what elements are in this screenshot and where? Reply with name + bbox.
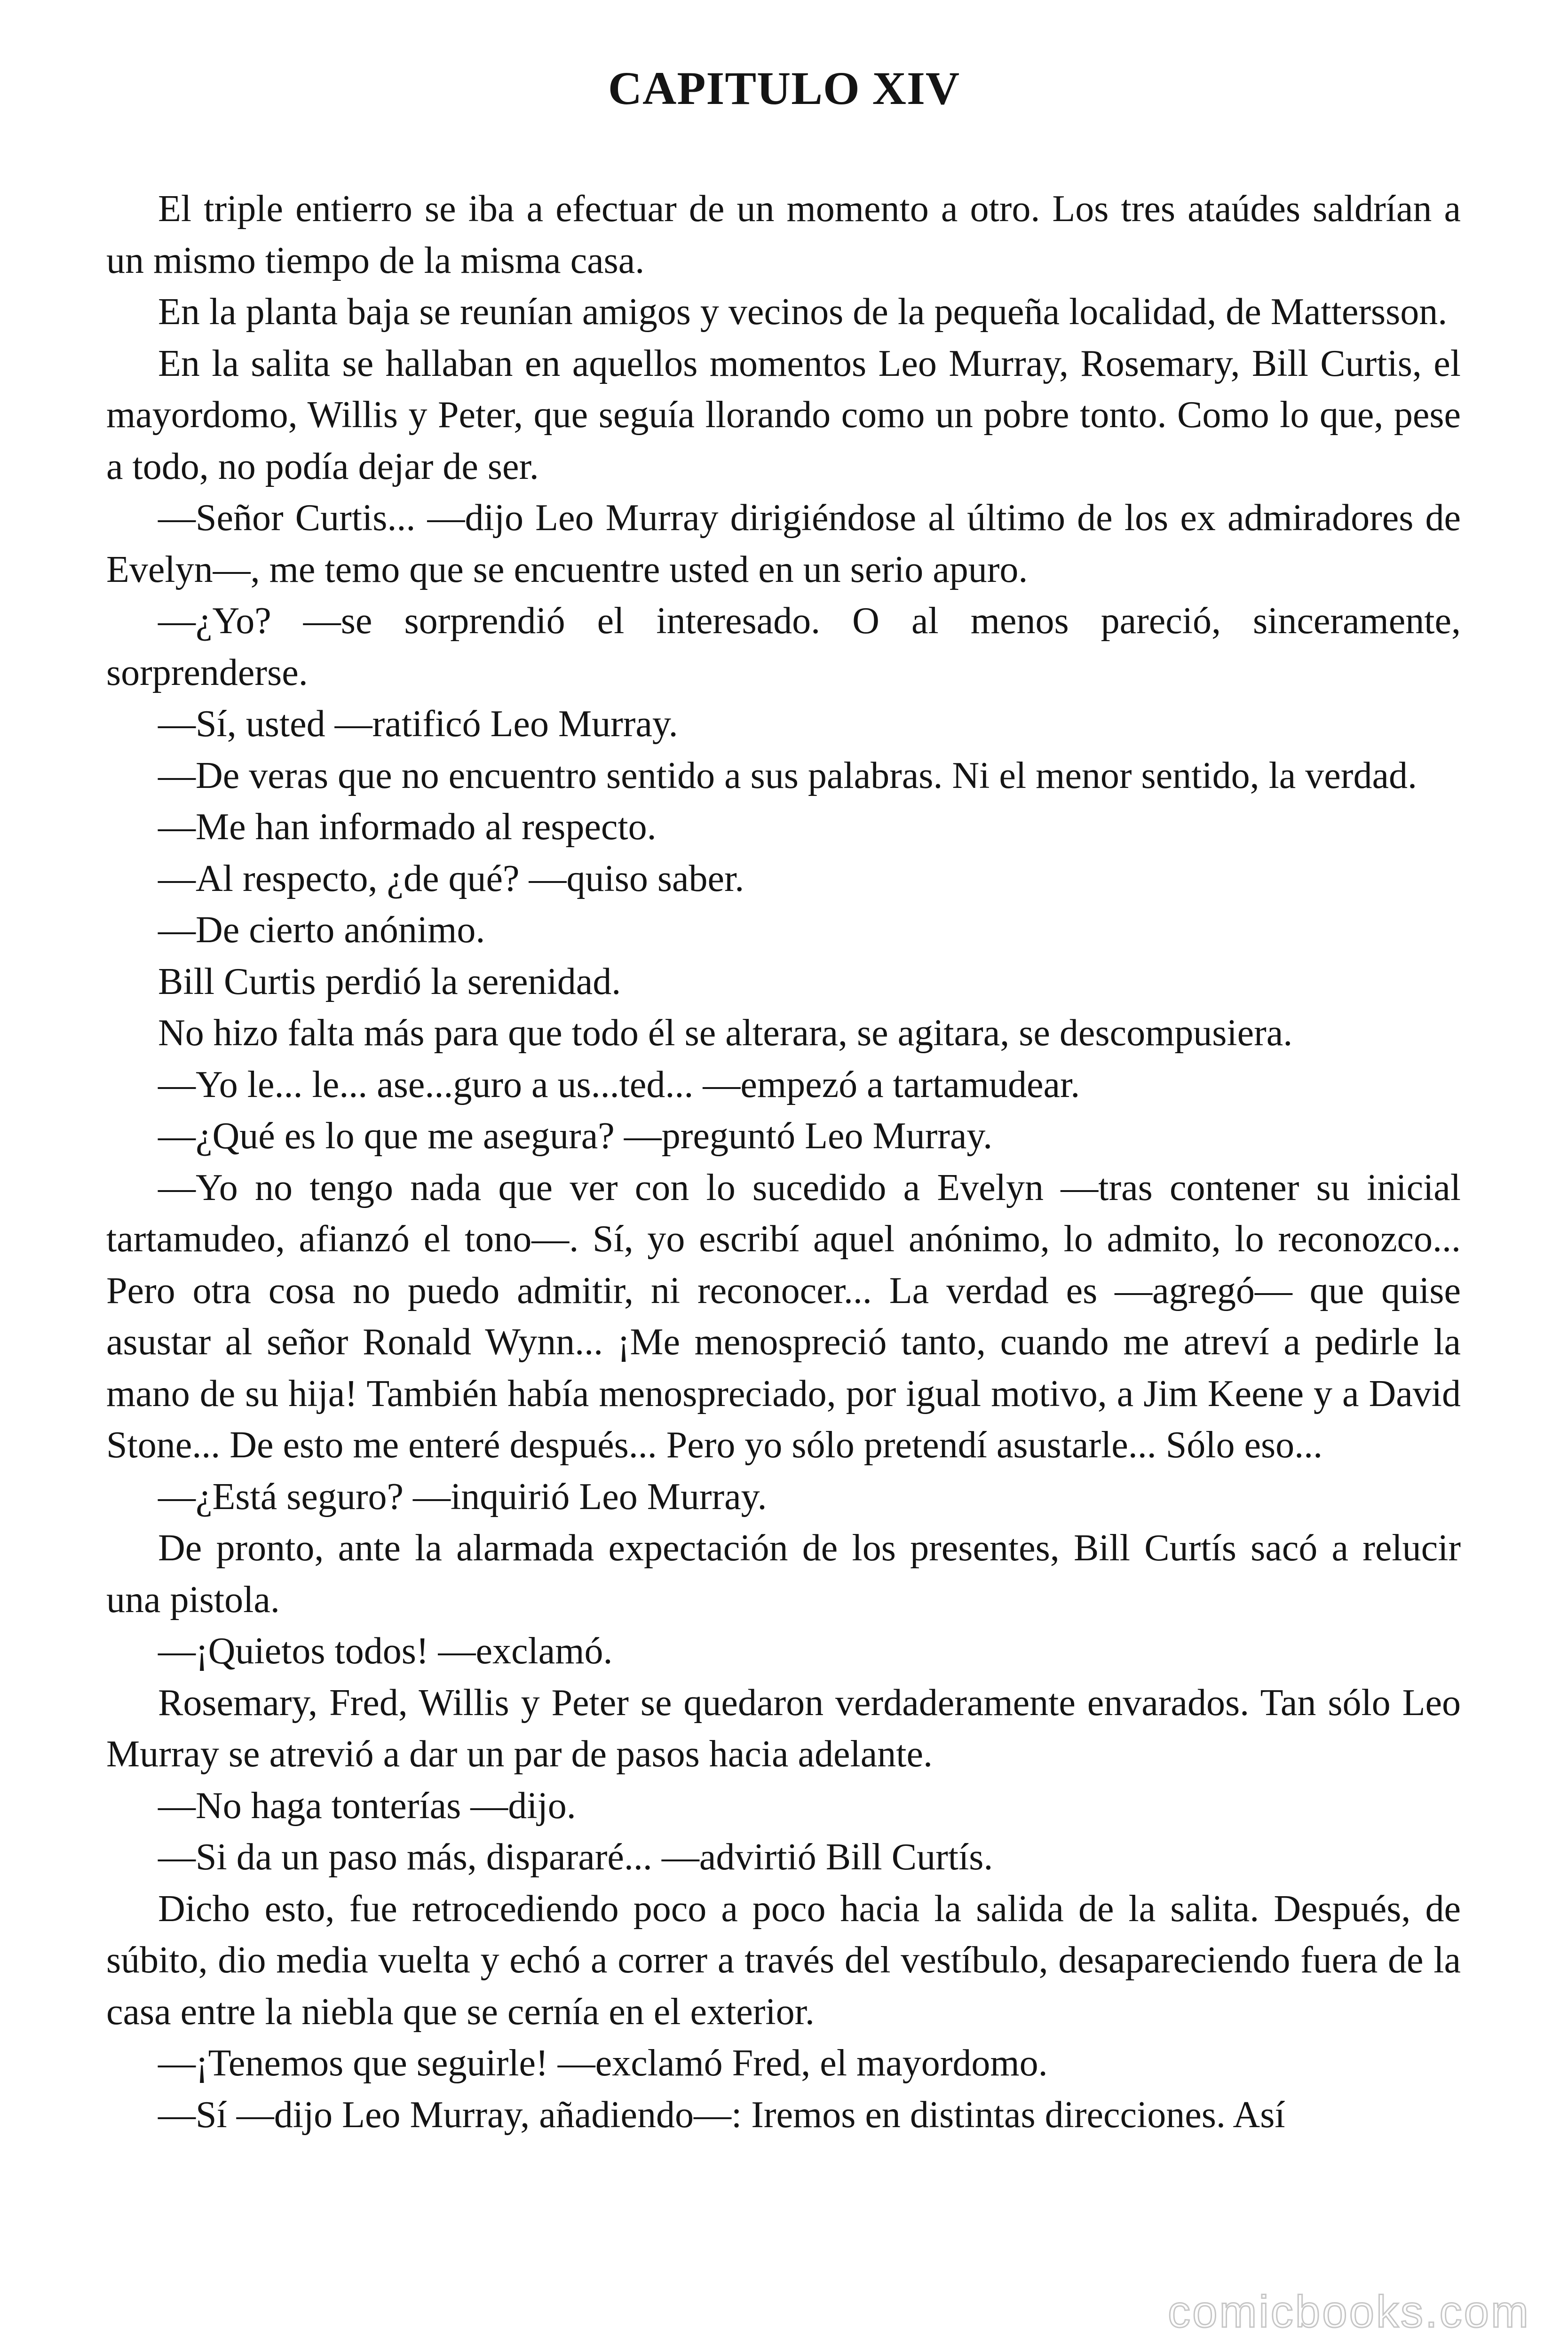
watermark: comicbooks.com bbox=[1168, 2287, 1530, 2337]
paragraph: —De veras que no encuentro sentido a sus palabras. Ni el menor sentido, la verdad. bbox=[158, 755, 1417, 796]
paragraph: El triple entierro se iba a efectuar de un momento a otro. Los tres ataúdes saldrían a un mismo tiempo de la misma casa. bbox=[106, 188, 1461, 281]
paragraph: No hizo falta más para que todo él se alterara, se agitara, se descompusiera. bbox=[158, 1012, 1293, 1054]
chapter-title: CAPITULO XIV bbox=[608, 62, 960, 114]
paragraph: —¡Quietos todos! —exclamó. bbox=[158, 1630, 613, 1672]
paragraph: En la salita se hallaban en aquellos momentos Leo Murray, Rosemary, Bill Curtis, el mayordomo, Willis y Peter, que seguía llorando como un pobre tonto. Como lo que, pese a todo, no podía dejar de ser. bbox=[106, 342, 1461, 487]
paragraph: —Sí —dijo Leo Murray, añadiendo—: Iremos en distintas direcciones. Así bbox=[158, 2094, 1285, 2136]
paragraph: —¡Tenemos que seguirle! —exclamó Fred, el mayordomo. bbox=[158, 2042, 1048, 2084]
paragraph: —No haga tonterías —dijo. bbox=[158, 1785, 576, 1827]
paragraph: Bill Curtis perdió la serenidad. bbox=[158, 961, 621, 1002]
paragraph: —¿Está seguro? —inquirió Leo Murray. bbox=[158, 1476, 767, 1518]
paragraph: Rosemary, Fred, Willis y Peter se quedaron verdaderamente envarados. Tan sólo Leo Murray se atrevió a dar un par de pasos hacia adelante. bbox=[106, 1682, 1461, 1775]
paragraph: —Me han informado al respecto. bbox=[158, 806, 657, 848]
paragraph: De pronto, ante la alarmada expectación de los presentes, Bill Curtís sacó a relucir una pistola. bbox=[106, 1527, 1461, 1621]
paragraph: —Al respecto, ¿de qué? —quiso saber. bbox=[158, 858, 744, 899]
paragraph: En la planta baja se reunían amigos y vecinos de la pequeña localidad, de Mattersson. bbox=[158, 291, 1448, 333]
paragraph: —De cierto anónimo. bbox=[158, 909, 485, 951]
paragraph: —Si da un paso más, dispararé... —advirtió Bill Curtís. bbox=[158, 1836, 993, 1878]
paragraph: —Yo no tengo nada que ver con lo sucedido a Evelyn —tras contener su inicial tartamudeo, afianzó el tono—. Sí, yo escribí aquel anónimo, lo admito, lo reconozco... Pero otra cosa no puedo admitir, ni reconocer... La verdad es —agregó— que quise asustar al señor Ronald Wynn... ¡Me menospreció tanto, cuando me atreví a pedirle la mano de su hija! También había menospreciado, por igual motivo, a Jim Keene y a David Stone... De esto me enteré después... Pero yo sólo pretendí asustarle... Sólo eso... bbox=[106, 1167, 1461, 1466]
paragraph: —¿Yo? —se sorprendió el interesado. O al menos pareció, sinceramente, sorprenderse. bbox=[106, 600, 1461, 693]
paragraph: —Yo le... le... ase...guro a us...ted... —empezó a tartamudear. bbox=[158, 1064, 1080, 1105]
paragraph: Dicho esto, fue retrocediendo poco a poco hacia la salida de la salita. Después, de súbito, dio media vuelta y echó a correr a través del vestíbulo, desapareciendo fuera de la casa entre la niebla que se cernía en el exterior. bbox=[106, 1888, 1461, 2033]
paragraph: —¿Qué es lo que me asegura? —preguntó Leo Murray. bbox=[158, 1115, 993, 1157]
paragraph: —Señor Curtis... —dijo Leo Murray dirigiéndose al último de los ex admiradores de Evelyn—, me temo que se encuentre usted en un serio apuro. bbox=[106, 497, 1461, 590]
paragraph: —Sí, usted —ratificó Leo Murray. bbox=[158, 703, 678, 745]
body-text bbox=[106, 183, 1461, 2141]
